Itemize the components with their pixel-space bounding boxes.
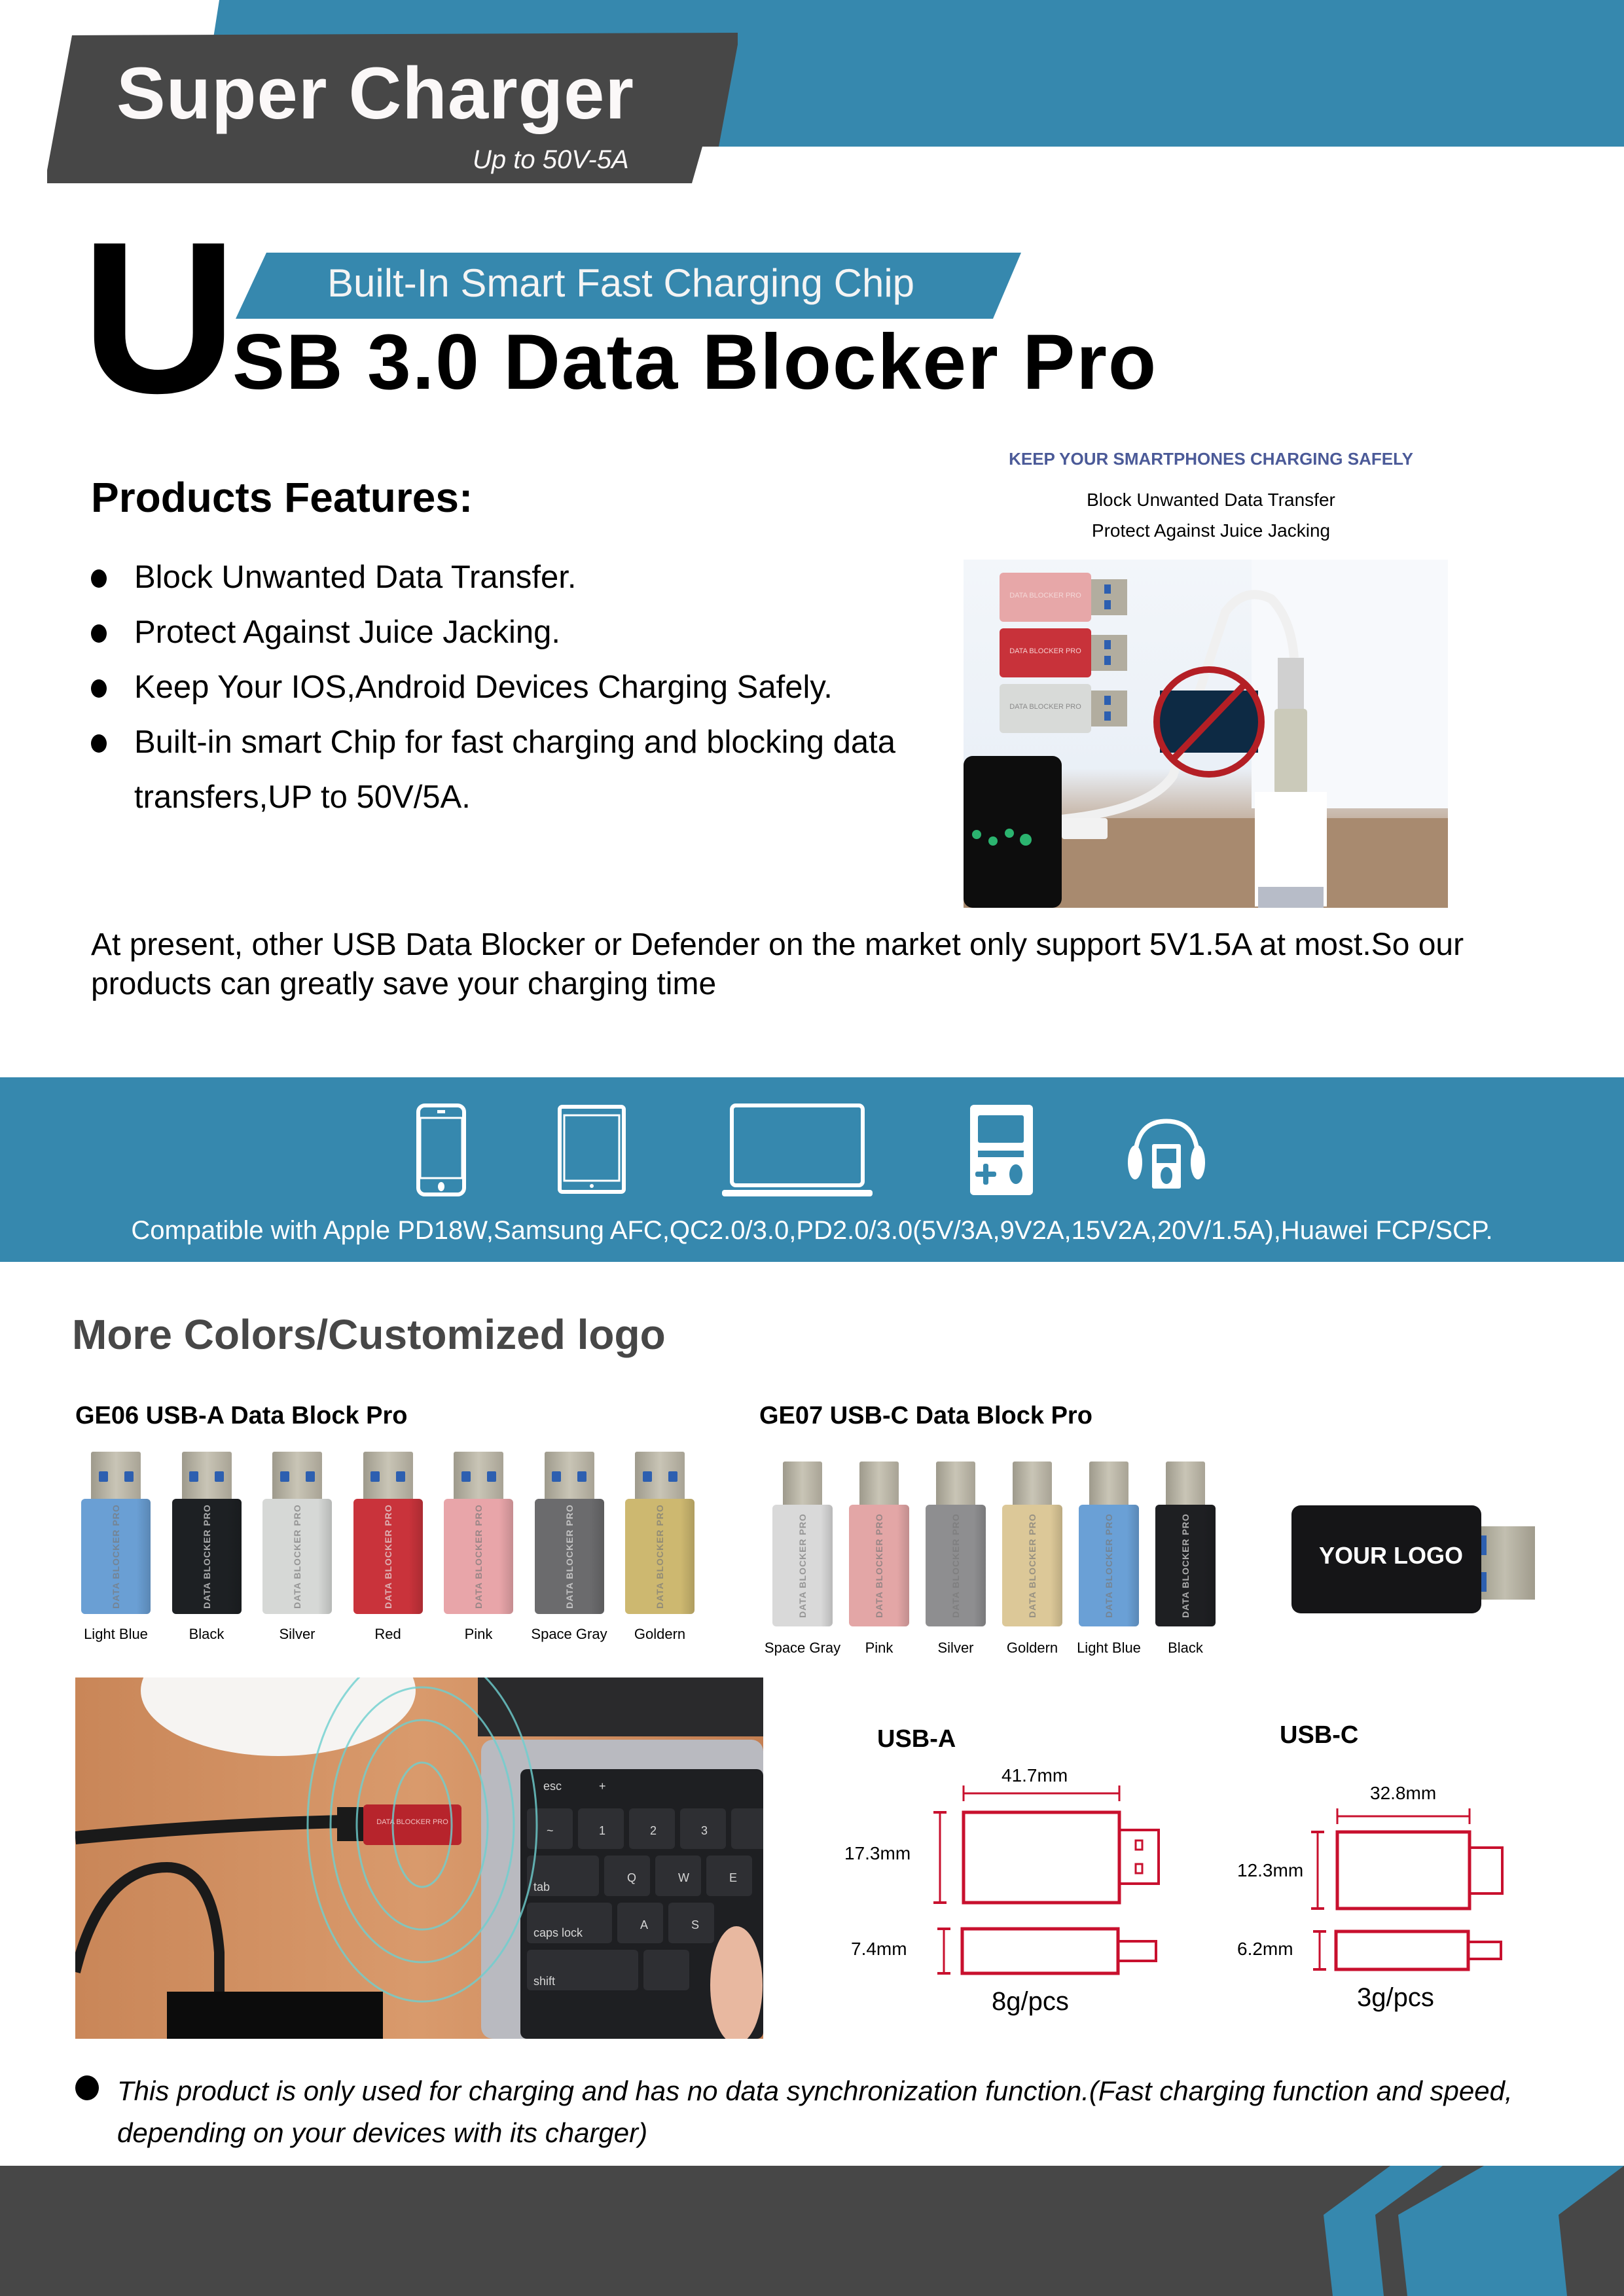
color-swatch-space-gray bbox=[531, 1452, 607, 1642]
usb-port-pin bbox=[668, 1471, 677, 1482]
color-label: Black bbox=[1168, 1640, 1203, 1656]
color-label: Red bbox=[374, 1626, 401, 1642]
color-label: Pink bbox=[464, 1626, 493, 1642]
features-title: Products Features: bbox=[91, 474, 473, 521]
svg-text:Q: Q bbox=[627, 1871, 637, 1884]
color-swatch-light-blue bbox=[1077, 1462, 1141, 1656]
product-body: DATA BLOCKER PRO bbox=[444, 1499, 513, 1614]
color-swatch-pink bbox=[849, 1462, 909, 1656]
color-swatch-pink bbox=[444, 1452, 513, 1642]
promo-photo bbox=[964, 560, 1448, 908]
color-swatch-goldern bbox=[1002, 1462, 1062, 1656]
usb-a-group-title: GE06 USB-A Data Block Pro bbox=[75, 1402, 408, 1429]
svg-text:DATA BLOCKER PRO: DATA BLOCKER PRO bbox=[376, 1818, 448, 1826]
bullet-icon bbox=[91, 569, 107, 588]
product-pink bbox=[1000, 573, 1127, 622]
svg-text:DATA BLOCKER PRO: DATA BLOCKER PRO bbox=[1009, 647, 1081, 655]
color-label: Silver bbox=[279, 1626, 316, 1642]
bullet-icon bbox=[91, 734, 107, 753]
bullet-icon bbox=[75, 2075, 99, 2100]
usb-plug bbox=[859, 1462, 899, 1511]
usb-port-pin bbox=[396, 1471, 405, 1482]
laptop-desk-scene bbox=[75, 1677, 763, 2039]
color-label: Light Blue bbox=[84, 1626, 148, 1642]
product-silver bbox=[1000, 684, 1127, 733]
no-data-sign-icon bbox=[1157, 670, 1261, 774]
music-player-icon bbox=[1127, 1118, 1206, 1190]
color-label: Pink bbox=[865, 1640, 893, 1656]
color-swatch-space-gray bbox=[764, 1462, 841, 1656]
usb-plug bbox=[936, 1462, 975, 1511]
product-body: DATA BLOCKER PRO bbox=[772, 1505, 833, 1626]
svg-text:tab: tab bbox=[533, 1880, 550, 1893]
svg-text:1: 1 bbox=[599, 1824, 606, 1837]
game-console-icon bbox=[969, 1103, 1034, 1196]
usb-port-pin bbox=[552, 1471, 561, 1482]
color-swatch-light-blue bbox=[81, 1452, 151, 1642]
product-body: DATA BLOCKER PRO bbox=[625, 1499, 695, 1614]
color-swatch-black bbox=[172, 1452, 242, 1642]
smartphone-icon bbox=[416, 1103, 466, 1196]
color-swatch-silver bbox=[262, 1452, 332, 1642]
color-swatch-black bbox=[1155, 1462, 1216, 1656]
usb-a-length: 41.7mm bbox=[1001, 1765, 1068, 1785]
footer-band bbox=[0, 2166, 1624, 2296]
laptop-icon bbox=[720, 1103, 875, 1196]
svg-text:E: E bbox=[729, 1871, 738, 1884]
product-body: DATA BLOCKER PRO bbox=[849, 1505, 909, 1626]
svg-text:A: A bbox=[640, 1918, 649, 1931]
product-body: DATA BLOCKER PRO bbox=[926, 1505, 986, 1626]
header-title: Super Charger bbox=[117, 52, 634, 134]
usb-port-pin bbox=[124, 1471, 134, 1482]
usb-plug bbox=[783, 1462, 822, 1511]
usb-plug bbox=[1475, 1526, 1535, 1600]
lifestyle-photo bbox=[75, 1677, 763, 2039]
tablet-icon bbox=[558, 1105, 626, 1194]
product-body: DATA BLOCKER PRO bbox=[1079, 1505, 1139, 1626]
tagline-text: Built-In Smart Fast Charging Chip bbox=[327, 261, 915, 305]
svg-text:esc: esc bbox=[543, 1780, 562, 1793]
bullet-icon bbox=[91, 679, 107, 698]
promo-line: Block Unwanted Data Transfer bbox=[1087, 490, 1335, 510]
usb-c-length: 32.8mm bbox=[1370, 1783, 1437, 1803]
usb-port-pin bbox=[99, 1471, 108, 1482]
usb-c-weight: 3g/pcs bbox=[1357, 1983, 1434, 2012]
colors-section-title: More Colors/Customized logo bbox=[72, 1311, 666, 1358]
footnote bbox=[75, 2070, 1594, 2154]
usb-c-group-title: GE07 USB-C Data Block Pro bbox=[759, 1402, 1092, 1429]
usb-port-pin bbox=[370, 1471, 380, 1482]
usb-port-pin bbox=[189, 1471, 198, 1482]
footnote-text: This product is only used for charging and has no data synchronization function.(Fast charging function and speed, depending on your devices with its charger) bbox=[117, 2075, 1513, 2148]
features-list bbox=[91, 550, 896, 825]
product-red bbox=[1000, 628, 1127, 677]
usb-a-dim-title: USB-A bbox=[877, 1725, 956, 1753]
color-label: Goldern bbox=[1006, 1640, 1058, 1656]
usb-port-pin bbox=[643, 1471, 652, 1482]
svg-text:W: W bbox=[678, 1871, 689, 1884]
promo-line: Protect Against Juice Jacking bbox=[1091, 520, 1331, 541]
svg-text:S: S bbox=[691, 1918, 700, 1931]
feature-item: Block Unwanted Data Transfer. bbox=[91, 550, 896, 605]
feature-item: Keep Your IOS,Android Devices Charging Safely. bbox=[91, 660, 896, 715]
usb-a-weight: 8g/pcs bbox=[992, 1987, 1069, 2016]
usb-port-pin bbox=[577, 1471, 586, 1482]
custom-logo-product bbox=[1291, 1505, 1553, 1613]
usb-plug bbox=[1089, 1462, 1128, 1511]
usb-a-width: 17.3mm bbox=[844, 1843, 911, 1863]
product-body: DATA BLOCKER PRO bbox=[1002, 1505, 1062, 1626]
svg-text:shift: shift bbox=[533, 1975, 556, 1988]
svg-text:caps lock: caps lock bbox=[533, 1926, 583, 1939]
dimension-drawings bbox=[818, 1702, 1571, 2029]
usb-port-pin bbox=[306, 1471, 315, 1482]
color-label: Space Gray bbox=[531, 1626, 607, 1642]
svg-text:DATA BLOCKER PRO: DATA BLOCKER PRO bbox=[1009, 703, 1081, 711]
svg-text:DATA BLOCKER PRO: DATA BLOCKER PRO bbox=[1009, 592, 1081, 600]
color-swatch-silver bbox=[926, 1462, 986, 1656]
product-body: DATA BLOCKER PRO bbox=[172, 1499, 242, 1614]
usb-plug bbox=[1166, 1462, 1205, 1511]
color-label: Space Gray bbox=[764, 1640, 841, 1656]
header-subtitle: Up to 50V-5A bbox=[473, 145, 629, 174]
svg-text:~: ~ bbox=[547, 1824, 554, 1837]
compatibility-text: Compatible with Apple PD18W,Samsung AFC,QC2.0/3.0,PD2.0/3.0(5V/3A,9V2A,15V2A,20V/1.5A),Huawei FCP/SCP. bbox=[131, 1216, 1493, 1245]
hero-big-letter: U bbox=[81, 196, 234, 438]
promo-headline: KEEP YOUR SMARTPHONES CHARGING SAFELY bbox=[1009, 449, 1413, 469]
product-title: SB 3.0 Data Blocker Pro bbox=[232, 318, 1158, 406]
product-body: DATA BLOCKER PRO bbox=[81, 1499, 151, 1614]
color-swatch-red bbox=[353, 1452, 423, 1642]
usb-port-pin bbox=[461, 1471, 471, 1482]
usb-c-width: 12.3mm bbox=[1237, 1860, 1304, 1880]
product-body: DATA BLOCKER PRO bbox=[353, 1499, 423, 1614]
usb-port-pin bbox=[280, 1471, 289, 1482]
color-label: Silver bbox=[937, 1640, 974, 1656]
product-body: DATA BLOCKER PRO bbox=[535, 1499, 604, 1614]
svg-text:2: 2 bbox=[650, 1824, 657, 1837]
svg-text:3: 3 bbox=[701, 1824, 708, 1837]
charging-scene-illustration bbox=[964, 560, 1448, 908]
feature-item: Protect Against Juice Jacking. bbox=[91, 605, 896, 660]
usb-port-pin bbox=[215, 1471, 224, 1482]
color-label: Black bbox=[189, 1626, 225, 1642]
product-body: DATA BLOCKER PRO bbox=[262, 1499, 332, 1614]
usb-c-dim-title: USB-C bbox=[1280, 1721, 1359, 1749]
usb-c-thickness: 6.2mm bbox=[1237, 1939, 1293, 1959]
color-label: Goldern bbox=[634, 1626, 686, 1642]
footer-chevrons bbox=[0, 2166, 1624, 2296]
color-swatch-goldern bbox=[625, 1452, 695, 1642]
bullet-icon bbox=[91, 624, 107, 643]
product-body: DATA BLOCKER PRO bbox=[1155, 1505, 1216, 1626]
feature-item: Built-in smart Chip for fast charging and blocking data transfers,UP to 50V/5A. bbox=[91, 715, 896, 825]
svg-text:+: + bbox=[599, 1780, 606, 1793]
usb-a-thickness: 7.4mm bbox=[851, 1939, 907, 1959]
comparison-text: At present, other USB Data Blocker or Defender on the market only support 5V1.5A at most.So our products can greatly save your charging time bbox=[91, 927, 1464, 1001]
color-label: Light Blue bbox=[1077, 1640, 1141, 1656]
your-logo-text: YOUR LOGO bbox=[1319, 1542, 1464, 1569]
usb-plug bbox=[1013, 1462, 1052, 1511]
usb-port-pin bbox=[487, 1471, 496, 1482]
